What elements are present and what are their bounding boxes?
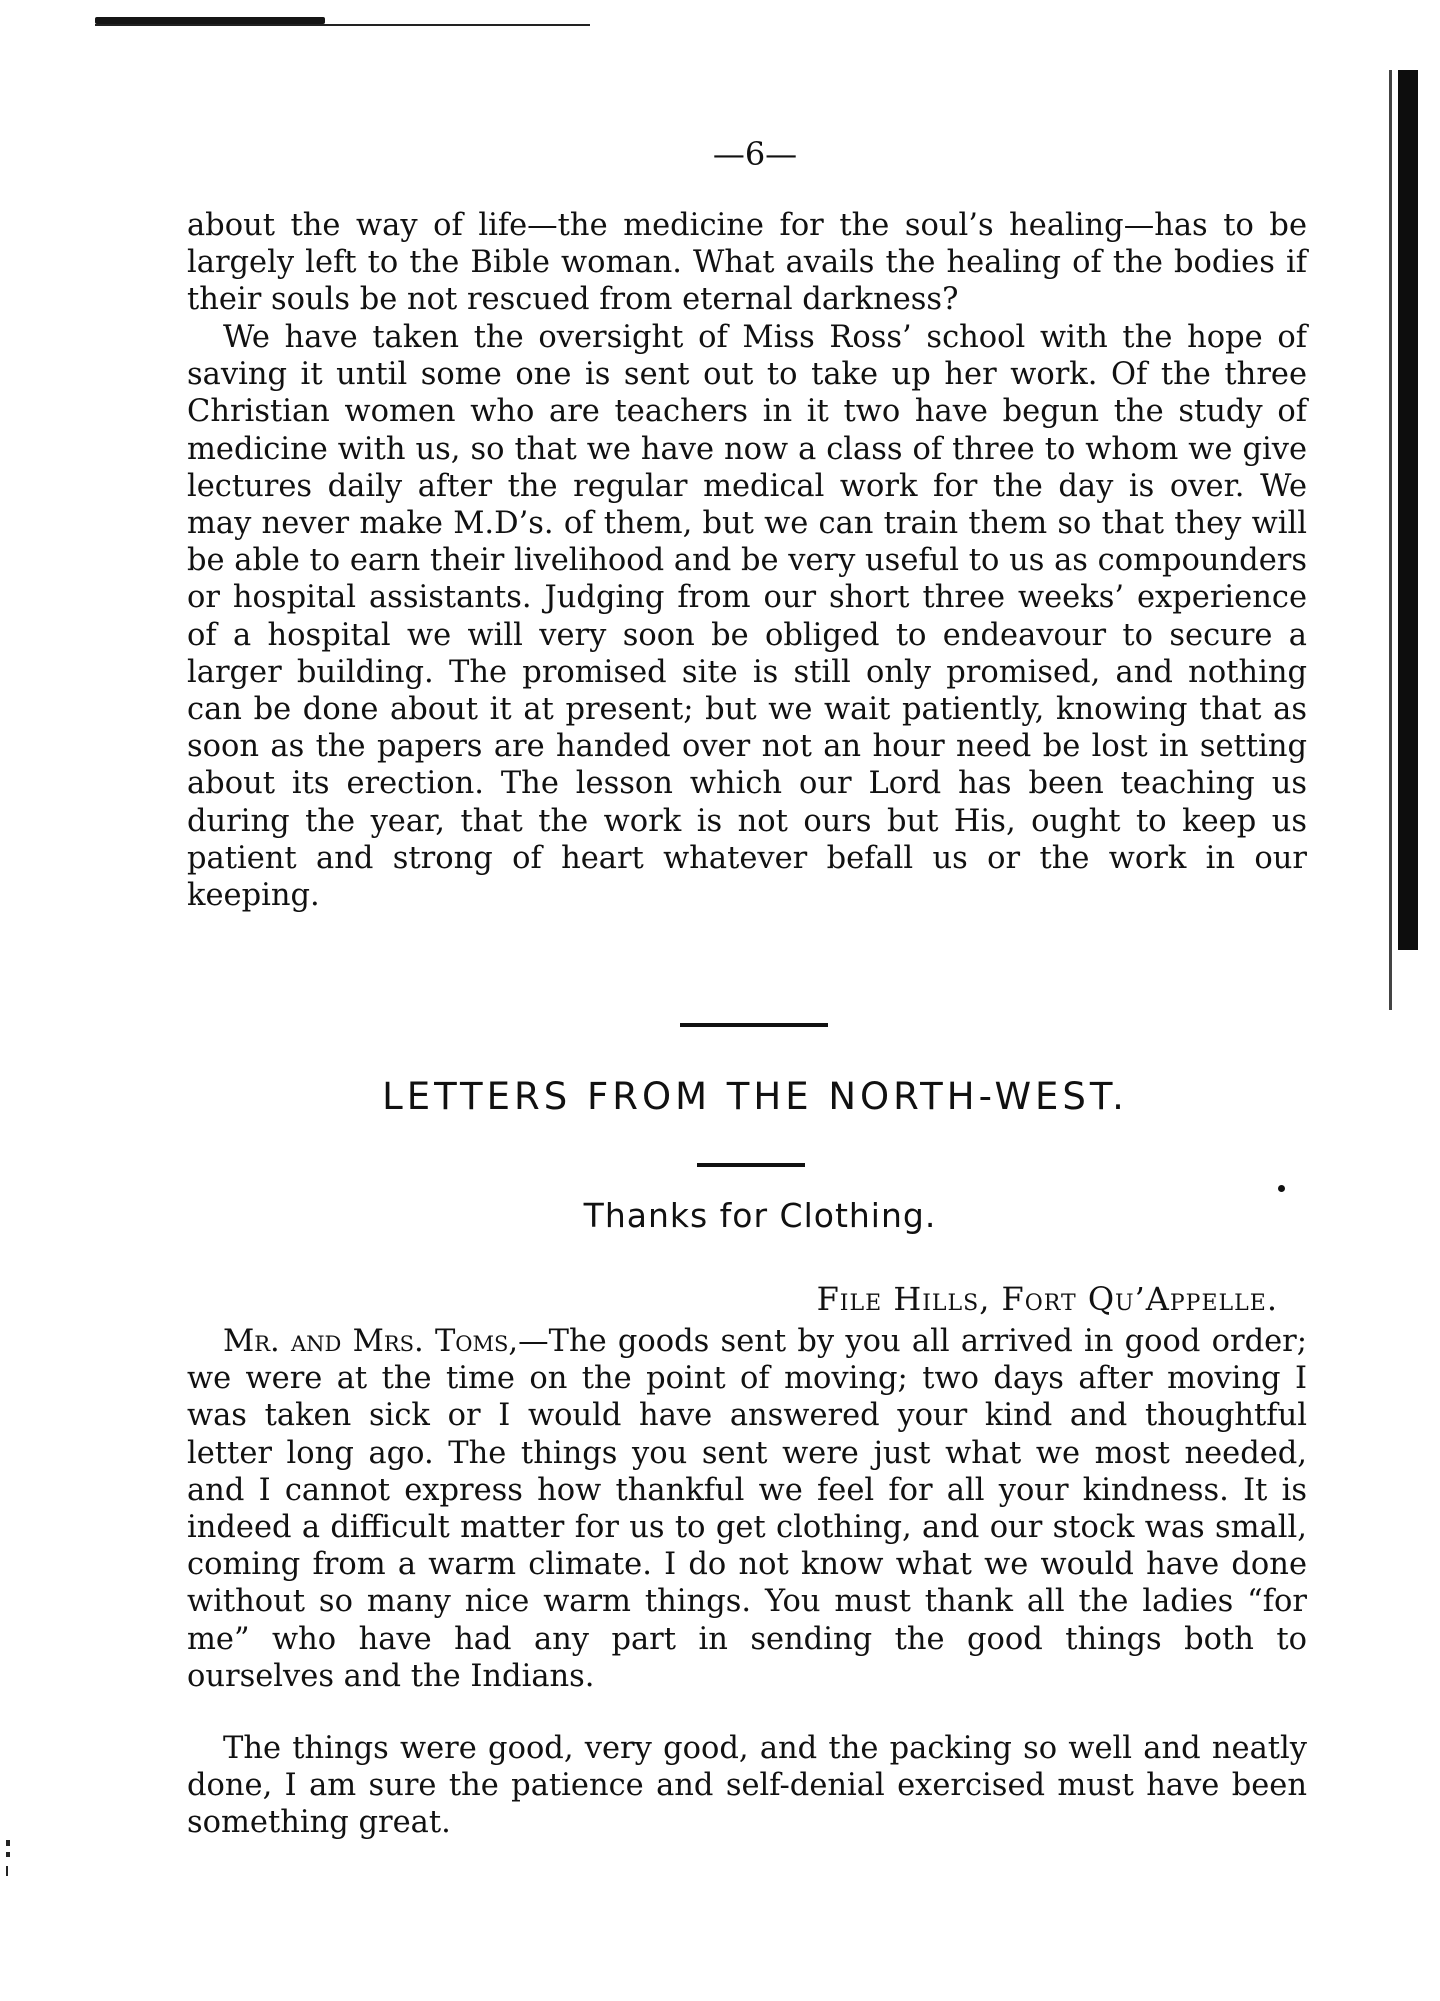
paragraph-1: about the way of life—the medicine for the soul’s healing—has to be largely left to the Bible woman. What avails the healing of the bodies if their souls be not rescued from eternal darkness? <box>187 208 1307 318</box>
margin-marks <box>6 1840 12 1880</box>
letter-location: File Hills, Fort Qu’Appelle. <box>816 1280 1278 1318</box>
letter-paragraph-1 <box>187 1323 1307 1695</box>
section-divider-bottom <box>697 1163 805 1167</box>
letter-body-1: —The goods sent by you all arrived in good order; we were at the time on the point of moving; two days after moving I was taken sick or I would have answered your kind and thoughtful letter long ago. The things you sent were just what we most needed, and I cannot express how thankful we feel for all your kindness. It is indeed a difficult matter for us to get clothing, and our stock was small, coming from a warm climate. I do not know what we would have done without so many nice warm things. You must thank all the ladies “for me” who have had any part in sending the good things both to ourselves and the Indians. <box>187 1324 1307 1694</box>
ink-dot <box>1278 1185 1285 1192</box>
letter-salutation: Mr. and Mrs. Toms, <box>223 1324 519 1359</box>
letter-subtitle: Thanks for Clothing. <box>583 1196 937 1235</box>
top-rule-thick <box>95 17 325 24</box>
page-number: —6— <box>712 135 798 173</box>
binding-edge <box>1389 70 1392 1010</box>
section-title: LETTERS FROM THE NORTH-WEST. <box>382 1075 1128 1118</box>
margin-mark <box>6 1840 10 1846</box>
top-rule-thin <box>95 24 590 26</box>
letter-paragraph-2: The things were good, very good, and the packing so well and neatly done, I am sure the patience and self-denial exercised must have been something great. <box>187 1731 1307 1841</box>
margin-mark <box>6 1852 10 1857</box>
margin-mark <box>6 1866 8 1876</box>
paragraph-2: We have taken the oversight of Miss Ross’ school with the hope of saving it until some one is sent out to take up her work. Of the three Christian women who are teachers in it two have begun the study of medicine with us, so that we have now a class of three to whom we give lectures daily after the regular medical work for the day is over. We may never make M.D’s. of them, but we can train them so that they will be able to earn their livelihood and be very useful to us as compounders or hospital assistants. Judging from our short three weeks’ experience of a hospital we will very soon be obliged to endeavour to secure a larger building. The promised site is still only promised, and nothing can be done about it at present; but we wait patiently, knowing that as soon as the papers are handed over not an hour need be lost in setting about its erection. The lesson which our Lord has been teaching us during the year, that the work is not ours but His, ought to keep us patient and strong of heart whatever befall us or the work in our keeping. <box>187 320 1307 914</box>
top-rule <box>95 14 590 28</box>
section-divider-top <box>680 1023 828 1027</box>
binding-shadow <box>1398 70 1418 950</box>
